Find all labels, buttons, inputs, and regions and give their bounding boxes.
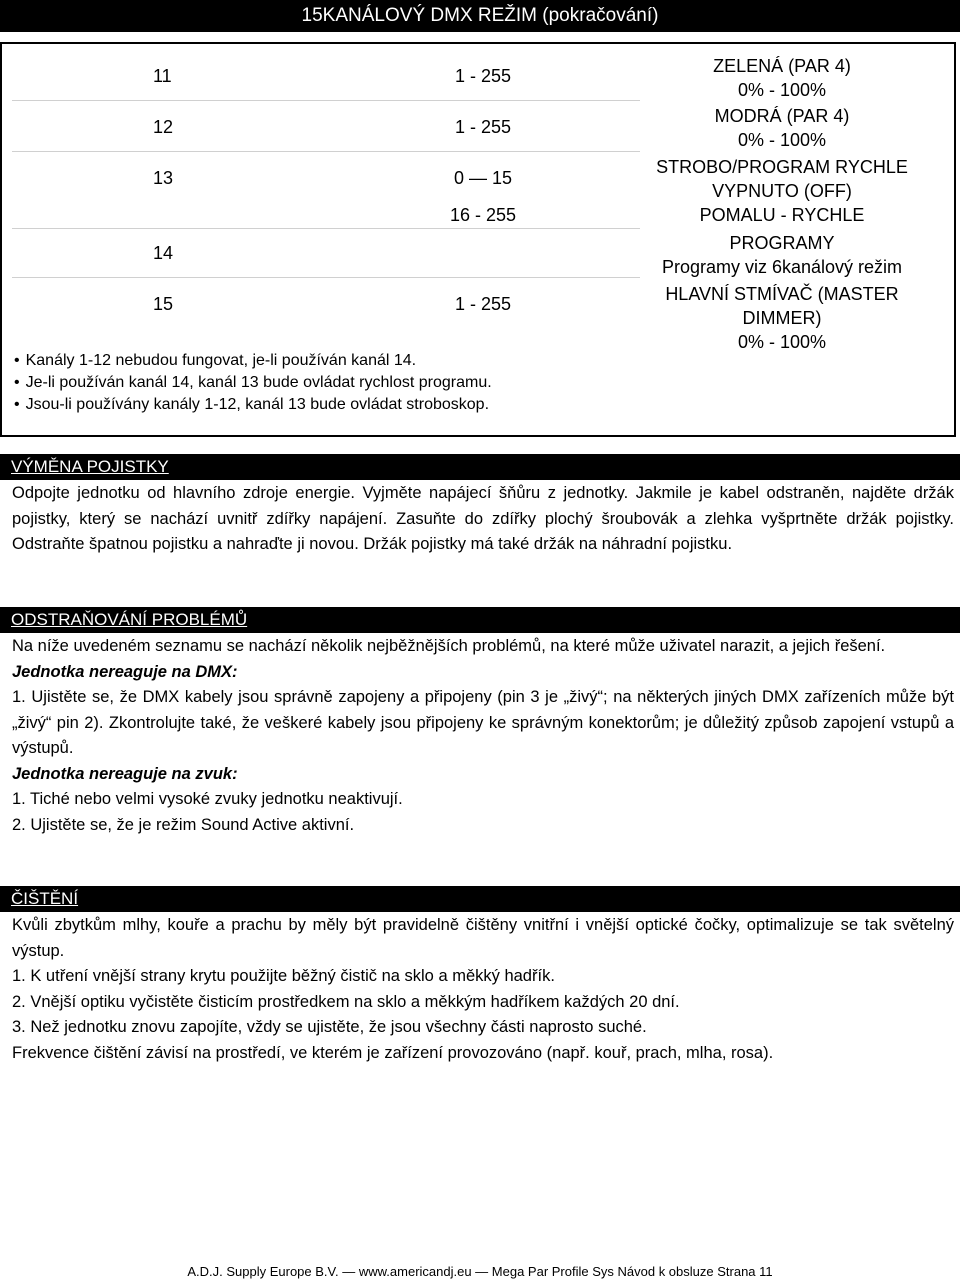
page-header — [0, 0, 960, 32]
cleaning-item: 1. K utření vnější strany krytu použijte běžný čistič na sklo a měkký hadřík. — [12, 967, 555, 985]
function-desc: STROBO/PROGRAM RYCHLE VYPNUTO (OFF) POMALU - RYCHLE — [656, 157, 908, 225]
page-title: 15KANÁLOVÝ DMX REŽIM (pokračování) — [301, 5, 659, 26]
dmx-problem-heading: Jednotka nereaguje na DMX: — [12, 662, 238, 681]
sound-problem-heading: Jednotka nereaguje na zvuk: — [12, 764, 238, 783]
channel-number: 13 — [153, 168, 174, 188]
channel-value: 1 - 255 — [454, 117, 512, 137]
row-divider — [12, 151, 640, 152]
row-divider — [12, 228, 640, 229]
troubleshooting-intro: Na níže uvedeném seznamu se nachází několik nejběžnějších problémů, na které může uživatel narazit, a jejich řešení. — [12, 637, 886, 655]
dmx-problem-item: 1. Ujistěte se, že DMX kabely jsou správně zapojeny a připojeny (pin 3 je „živý“; na některých jiných DMX zařízeních může být „živý“ pin 2). Zkontrolujte také, že veškeré kabely jsou připojeny ke správným konektorům; je důležitý způsob zapojení vstupů a výstupů. — [12, 688, 954, 757]
troubleshooting-text — [12, 634, 954, 838]
note-item: • Kanály 1-12 nebudou fungovat, je-li používán kanál 14. — [14, 350, 492, 372]
channel-value: 16 - 255 — [449, 205, 517, 225]
channel-value: 0 — 15 — [453, 168, 513, 188]
section-heading-cleaning: ČIŠTĚNÍ — [0, 886, 960, 912]
note-item: • Je-li používán kanál 14, kanál 13 bude ovládat rychlost programu. — [14, 372, 492, 394]
row-divider — [12, 100, 640, 101]
cleaning-frequency: Frekvence čištění závisí na prostředí, ve kterém je zařízení provozováno (např. kouř, prach, mlha, rosa). — [12, 1043, 774, 1062]
section-heading-fuse: VÝMĚNA POJISTKY — [0, 454, 960, 480]
channel-notes — [14, 350, 492, 416]
dmx-channel-table — [0, 42, 956, 437]
cleaning-text — [12, 913, 954, 1066]
channel-number: 14 — [153, 243, 174, 263]
function-desc: HLAVNÍ STMÍVAČ (MASTER DIMMER) 0% - 100% — [665, 284, 899, 352]
channel-value: 1 - 255 — [454, 294, 512, 314]
cleaning-item: 2. Vnější optiku vyčistěte čisticím prostředkem na sklo a měkkým hadříkem každých 20 dní. — [12, 992, 680, 1011]
channel-number: 12 — [153, 117, 174, 137]
channel-number: 15 — [153, 294, 174, 314]
cleaning-intro: Kvůli zbytkům mlhy, kouře a prachu by měly být pravidelně čištěny vnitřní i vnější optické čočky, optimalizuje se tak světelný výstup. — [12, 916, 954, 960]
sound-problem-item: 2. Ujistěte se, že je režim Sound Active aktivní. — [12, 815, 355, 834]
sound-problem-item: 1. Tiché nebo velmi vysoké zvuky jednotku neaktivují. — [12, 790, 403, 808]
section-heading-troubleshooting: ODSTRAŇOVÁNÍ PROBLÉMŮ — [0, 607, 960, 633]
note-item: • Jsou-li používány kanály 1-12, kanál 13 bude ovládat stroboskop. — [14, 394, 492, 416]
function-desc: PROGRAMY Programy viz 6kanálový režim — [661, 233, 903, 277]
channel-number: 11 — [153, 66, 172, 86]
function-desc: MODRÁ (PAR 4) 0% - 100% — [714, 106, 850, 150]
function-desc: ZELENÁ (PAR 4) 0% - 100% — [713, 56, 851, 100]
page-footer: A.D.J. Supply Europe B.V. — www.americandj.eu — Mega Par Profile Sys Návod k obsluze Strana 11 — [187, 1264, 773, 1279]
channel-value: 1 - 255 — [454, 66, 512, 86]
fuse-text: Odpojte jednotku od hlavního zdroje energie. Vyjměte napájecí šňůru z jednotky. Jakmile je kabel odstraněn, najděte držák pojistky, který se nachází uvnitř zdířky napájení. Zasuňte do zdířky plochý šroubovák a zlehka vyšprtněte držák pojistky. Odstraňte špatnou pojistku a nahraďte ji novou. Držák pojistky má také držák na náhradní pojistku. — [12, 484, 954, 553]
row-divider — [12, 277, 640, 278]
cleaning-item: 3. Než jednotku znovu zapojíte, vždy se ujistěte, že jsou všechny části naprosto suché. — [12, 1018, 647, 1036]
